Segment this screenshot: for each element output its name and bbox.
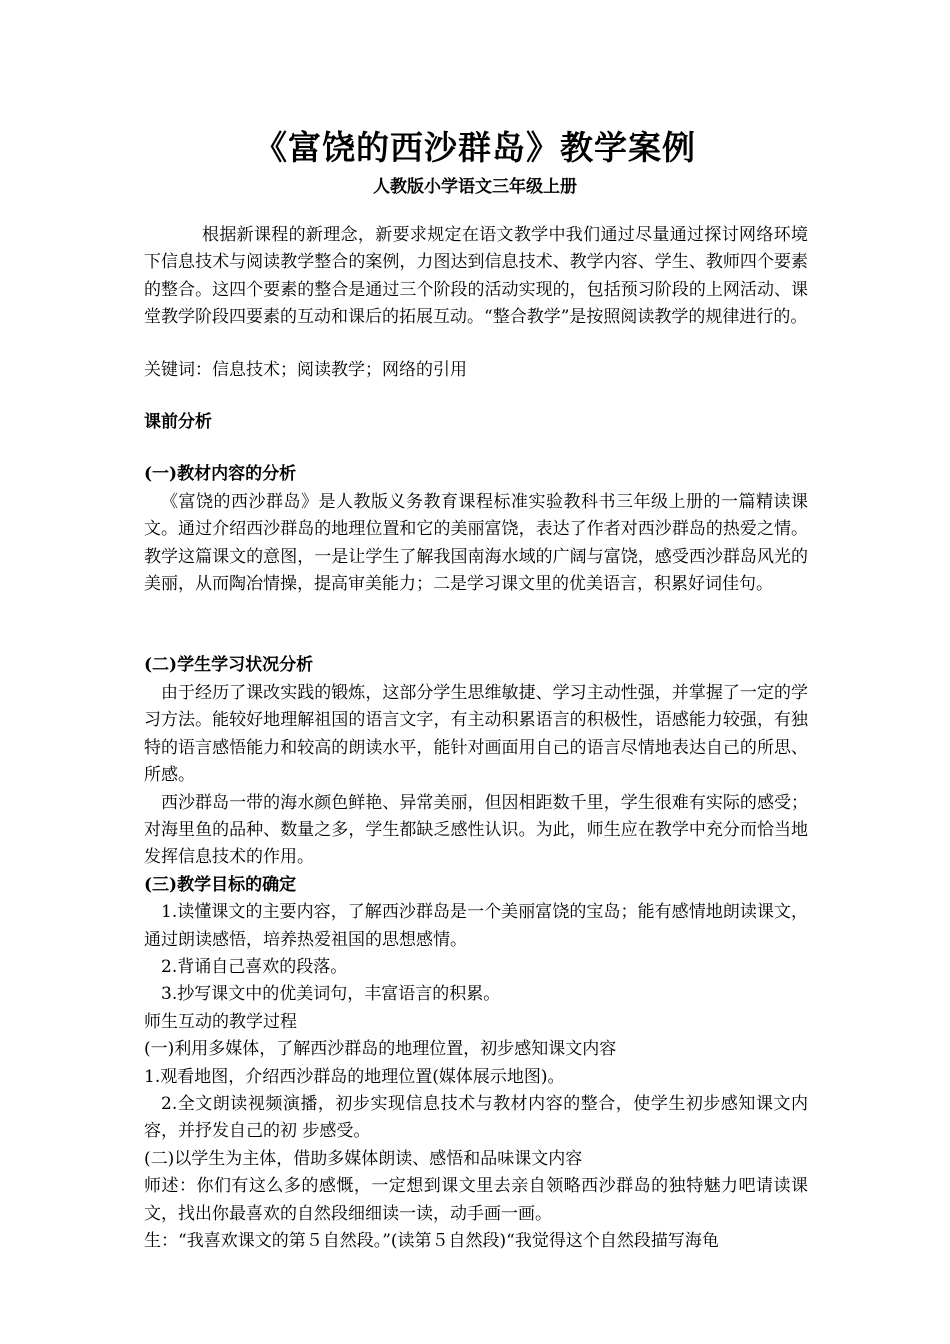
keywords-line: 关键词：信息技术；阅读教学；网络的引用 — [144, 359, 467, 380]
section-heading-goals: (三)教学目标的确定 — [144, 874, 297, 895]
intro-paragraph: 根据新课程的新理念，新要求规定在语文教学中我们通过尽量通过探讨网络环境下信息技术与阅读教学整合的案例，力图达到信息技术、教学内容、学生、教师四个要素的整合。这四个要素的整合是通过三个阶段的活动实现的，包括预习阶段的上网活动、课堂教学阶段四要素的互动和课后的拓展互动。“整合教学”是按照阅读教学的规律进行的。 — [144, 225, 808, 328]
students-paragraph-1: 由于经历了课改实践的锻炼，这部分学生思维敏捷、学习主动性强，并掌握了一定的学习方法。能较好地理解祖国的语言文字，有主动积累语言的积极性，语感能力较强，有独特的语言感悟能力和较高的朗读水平，能针对画面用自己的语言尽情地表达自己的所思、所感。 — [144, 682, 808, 786]
document-subtitle: 人教版小学语文三年级上册 — [373, 177, 577, 197]
process-step-2-heading: (二)以学生为主体，借助多媒体朗读、感悟和品味课文内容 — [144, 1148, 583, 1169]
document-title: 《富饶的西沙群岛》教学案例 — [254, 128, 696, 167]
section-heading-students: (二)学生学习状况分析 — [144, 655, 314, 676]
goal-item-2: 2.背诵自己喜欢的段落。 — [161, 956, 348, 977]
process-step-1-heading: (一)利用多媒体，了解西沙群岛的地理位置，初步感知课文内容 — [144, 1039, 617, 1060]
section-heading-material: (一)教材内容的分析 — [144, 464, 297, 485]
student-speech: 生：“我喜欢课文的第５自然段。”(读第５自然段)“我觉得这个自然段描写海龟 — [144, 1231, 719, 1251]
process-step-1-item-1: 1.观看地图，介绍西沙群岛的地理位置(媒体展示地图)。 — [144, 1066, 565, 1087]
document-body — [144, 222, 808, 1255]
students-paragraph-2: 西沙群岛一带的海水颜色鲜艳、异常美丽，但因相距数千里，学生很难有实际的感受；对海里鱼的品种、数量之多，学生都缺乏感性认识。为此，师生应在教学中充分而恰当地发挥信息技术的作用。 — [144, 792, 808, 868]
teacher-speech: 师述：你们有这么多的感慨，一定想到课文里去亲自领略西沙群岛的独特魅力吧请读课文，找出你最喜欢的自然段细细读一读，动手画一画。 — [144, 1176, 808, 1224]
process-heading: 师生互动的教学过程 — [144, 1011, 297, 1032]
goal-item-1: 1.读懂课文的主要内容，了解西沙群岛是一个美丽富饶的宝岛；能有感情地朗读课文，通过朗读感悟，培养热爱祖国的思想感情。 — [144, 902, 808, 950]
process-step-1-item-2: 2.全文朗读视频演播，初步实现信息技术与教材内容的整合，使学生初步感知课文内容，并抒发自己的初 步感受。 — [144, 1093, 808, 1142]
goal-item-3: 3.抄写课文中的优美词句，丰富语言的积累。 — [161, 984, 501, 1005]
material-paragraph: 《富饶的西沙群岛》是人教版义务教育课程标准实验教科书三年级上册的一篇精读课文。通过介绍西沙群岛的地理位置和它的美丽富饶，表达了作者对西沙群岛的热爱之情。教学这篇课文的意图，一是让学生了解我国南海水域的广阔与富饶，感受西沙群岛风光的美丽，从而陶冶情操，提高审美能力；二是学习课文里的优美语言，积累好词佳句。 — [144, 491, 808, 595]
section-heading-pre-analysis: 课前分析 — [144, 412, 212, 433]
